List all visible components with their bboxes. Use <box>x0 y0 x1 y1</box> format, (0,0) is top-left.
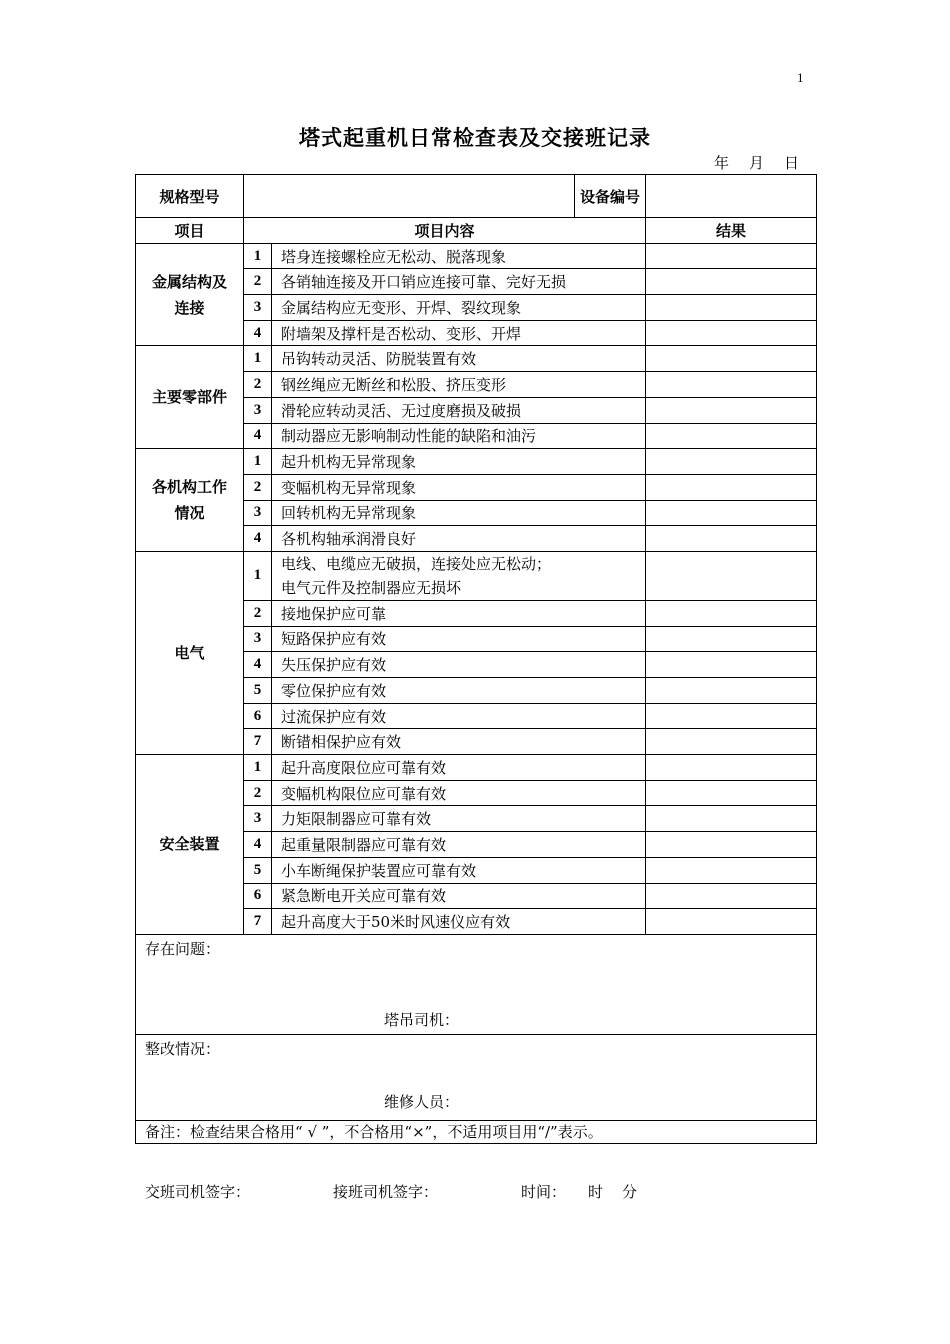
hour-label: 时 <box>588 1183 604 1201</box>
item-number: 5 <box>244 678 272 704</box>
item-content-line: 电气元件及控制器应无损坏 <box>281 578 462 597</box>
takeover-signature-label: 接班司机签字： <box>333 1183 439 1201</box>
result-cell[interactable] <box>646 320 817 346</box>
result-cell[interactable] <box>646 346 817 372</box>
check-item-row <box>136 243 817 269</box>
date-line <box>714 152 799 173</box>
item-number: 2 <box>244 780 272 806</box>
result-cell[interactable] <box>646 703 817 729</box>
item-number: 4 <box>244 652 272 678</box>
section-name <box>136 346 244 449</box>
result-cell[interactable] <box>646 269 817 295</box>
item-content: 吊钩转动灵活、防脱装置有效 <box>272 346 646 372</box>
item-number: 2 <box>244 600 272 626</box>
col-item: 项目 <box>136 218 244 244</box>
item-number: 2 <box>244 372 272 398</box>
item-content: 紧急断电开关应可靠有效 <box>272 883 646 909</box>
col-result: 结果 <box>646 218 817 244</box>
item-content: 零位保护应有效 <box>272 678 646 704</box>
rectification-row <box>136 1034 817 1120</box>
item-number: 4 <box>244 526 272 552</box>
col-content: 项目内容 <box>244 218 646 244</box>
item-number: 1 <box>244 346 272 372</box>
check-item-row <box>136 551 817 600</box>
result-cell[interactable] <box>646 806 817 832</box>
result-cell[interactable] <box>646 423 817 449</box>
item-number: 3 <box>244 295 272 321</box>
crane-driver-label: 塔吊司机： <box>384 1010 460 1029</box>
section-name-line: 金属结构及 <box>151 272 227 291</box>
result-cell[interactable] <box>646 526 817 552</box>
spec-label: 规格型号 <box>136 175 244 218</box>
item-content: 塔身连接螺栓应无松动、脱落现象 <box>272 243 646 269</box>
document-title: 塔式起重机日常检查表及交接班记录 <box>299 126 651 150</box>
check-item-row <box>136 755 817 781</box>
rectification-box[interactable] <box>136 1034 817 1120</box>
item-number: 7 <box>244 729 272 755</box>
device-value-field[interactable] <box>646 175 817 218</box>
item-number: 5 <box>244 857 272 883</box>
item-number: 4 <box>244 423 272 449</box>
result-cell[interactable] <box>646 780 817 806</box>
section-name <box>136 449 244 552</box>
result-cell[interactable] <box>646 857 817 883</box>
spec-value-field[interactable] <box>244 175 575 218</box>
result-cell[interactable] <box>646 755 817 781</box>
check-item-row <box>136 449 817 475</box>
problems-row <box>136 934 817 1034</box>
page-number: 1 <box>797 70 804 85</box>
item-number: 1 <box>244 755 272 781</box>
section-name <box>136 755 244 935</box>
result-cell[interactable] <box>646 243 817 269</box>
item-content: 断错相保护应有效 <box>272 729 646 755</box>
note-row <box>136 1120 817 1143</box>
result-cell[interactable] <box>646 372 817 398</box>
header-row <box>136 175 817 218</box>
result-cell[interactable] <box>646 474 817 500</box>
item-number: 7 <box>244 909 272 935</box>
item-number: 4 <box>244 320 272 346</box>
result-cell[interactable] <box>646 678 817 704</box>
item-content: 短路保护应有效 <box>272 626 646 652</box>
item-content: 变幅机构限位应可靠有效 <box>272 780 646 806</box>
column-header-row <box>136 218 817 244</box>
item-content: 力矩限制器应可靠有效 <box>272 806 646 832</box>
date-year: 年 <box>714 154 730 172</box>
result-cell[interactable] <box>646 729 817 755</box>
result-cell[interactable] <box>646 600 817 626</box>
result-cell[interactable] <box>646 909 817 935</box>
item-content: 回转机构无异常现象 <box>272 500 646 526</box>
item-number: 3 <box>244 626 272 652</box>
handover-signature-label: 交班司机签字： <box>145 1183 251 1201</box>
time-label: 时间： <box>521 1183 567 1201</box>
result-cell[interactable] <box>646 397 817 423</box>
date-day: 日 <box>784 154 800 172</box>
date-month: 月 <box>749 154 765 172</box>
item-content: 起重量限制器应可靠有效 <box>272 832 646 858</box>
item-content: 各机构轴承润滑良好 <box>272 526 646 552</box>
item-number: 2 <box>244 269 272 295</box>
item-content: 失压保护应有效 <box>272 652 646 678</box>
section-name <box>136 243 244 346</box>
item-content: 钢丝绳应无断丝和松股、挤压变形 <box>272 372 646 398</box>
item-content: 起升高度大于50米时风速仪应有效 <box>272 909 646 935</box>
rectification-label: 整改情况： <box>145 1039 221 1058</box>
item-number: 2 <box>244 474 272 500</box>
item-content: 起升高度限位应可靠有效 <box>272 755 646 781</box>
item-number: 3 <box>244 397 272 423</box>
item-content: 各销轴连接及开口销应连接可靠、完好无损 <box>272 269 646 295</box>
result-cell[interactable] <box>646 652 817 678</box>
item-content-line: 电线、电缆应无破损，连接处应无松动； <box>281 554 552 573</box>
item-number: 3 <box>244 806 272 832</box>
item-number: 6 <box>244 883 272 909</box>
section-name-line: 情况 <box>174 504 205 523</box>
note-text: 备注：检查结果合格用“ √ ”，不合格用“×”，不适用项目用“/”表示。 <box>136 1120 817 1143</box>
item-content: 接地保护应可靠 <box>272 600 646 626</box>
item-content: 附墙架及撑杆是否松动、变形、开焊 <box>272 320 646 346</box>
item-number: 3 <box>244 500 272 526</box>
item-content <box>272 551 646 600</box>
item-content: 起升机构无异常现象 <box>272 449 646 475</box>
section-name-line: 安全装置 <box>159 835 220 854</box>
section-name-line: 主要零部件 <box>151 388 227 407</box>
item-content: 过流保护应有效 <box>272 703 646 729</box>
result-cell[interactable] <box>646 500 817 526</box>
item-content: 变幅机构无异常现象 <box>272 474 646 500</box>
section-name <box>136 551 244 754</box>
check-item-row <box>136 346 817 372</box>
item-content: 滑轮应转动灵活、无过度磨损及破损 <box>272 397 646 423</box>
section-name-line: 连接 <box>174 298 205 317</box>
problems-box[interactable] <box>136 934 817 1034</box>
inspection-table <box>135 174 817 1144</box>
result-cell[interactable] <box>646 449 817 475</box>
problems-label: 存在问题： <box>145 939 221 958</box>
item-content: 小车断绳保护装置应可靠有效 <box>272 857 646 883</box>
result-cell[interactable] <box>646 295 817 321</box>
minute-label: 分 <box>622 1183 638 1201</box>
item-number: 1 <box>244 551 272 600</box>
result-cell[interactable] <box>646 832 817 858</box>
item-number: 4 <box>244 832 272 858</box>
device-label: 设备编号 <box>575 175 646 218</box>
result-cell[interactable] <box>646 551 817 600</box>
item-number: 6 <box>244 703 272 729</box>
item-number: 1 <box>244 243 272 269</box>
result-cell[interactable] <box>646 626 817 652</box>
result-cell[interactable] <box>646 883 817 909</box>
item-content: 制动器应无影响制动性能的缺陷和油污 <box>272 423 646 449</box>
repair-staff-label: 维修人员： <box>384 1092 460 1111</box>
item-content: 金属结构应无变形、开焊、裂纹现象 <box>272 295 646 321</box>
item-number: 1 <box>244 449 272 475</box>
section-name-line: 电气 <box>174 644 205 662</box>
section-name-line: 各机构工作 <box>151 478 227 497</box>
